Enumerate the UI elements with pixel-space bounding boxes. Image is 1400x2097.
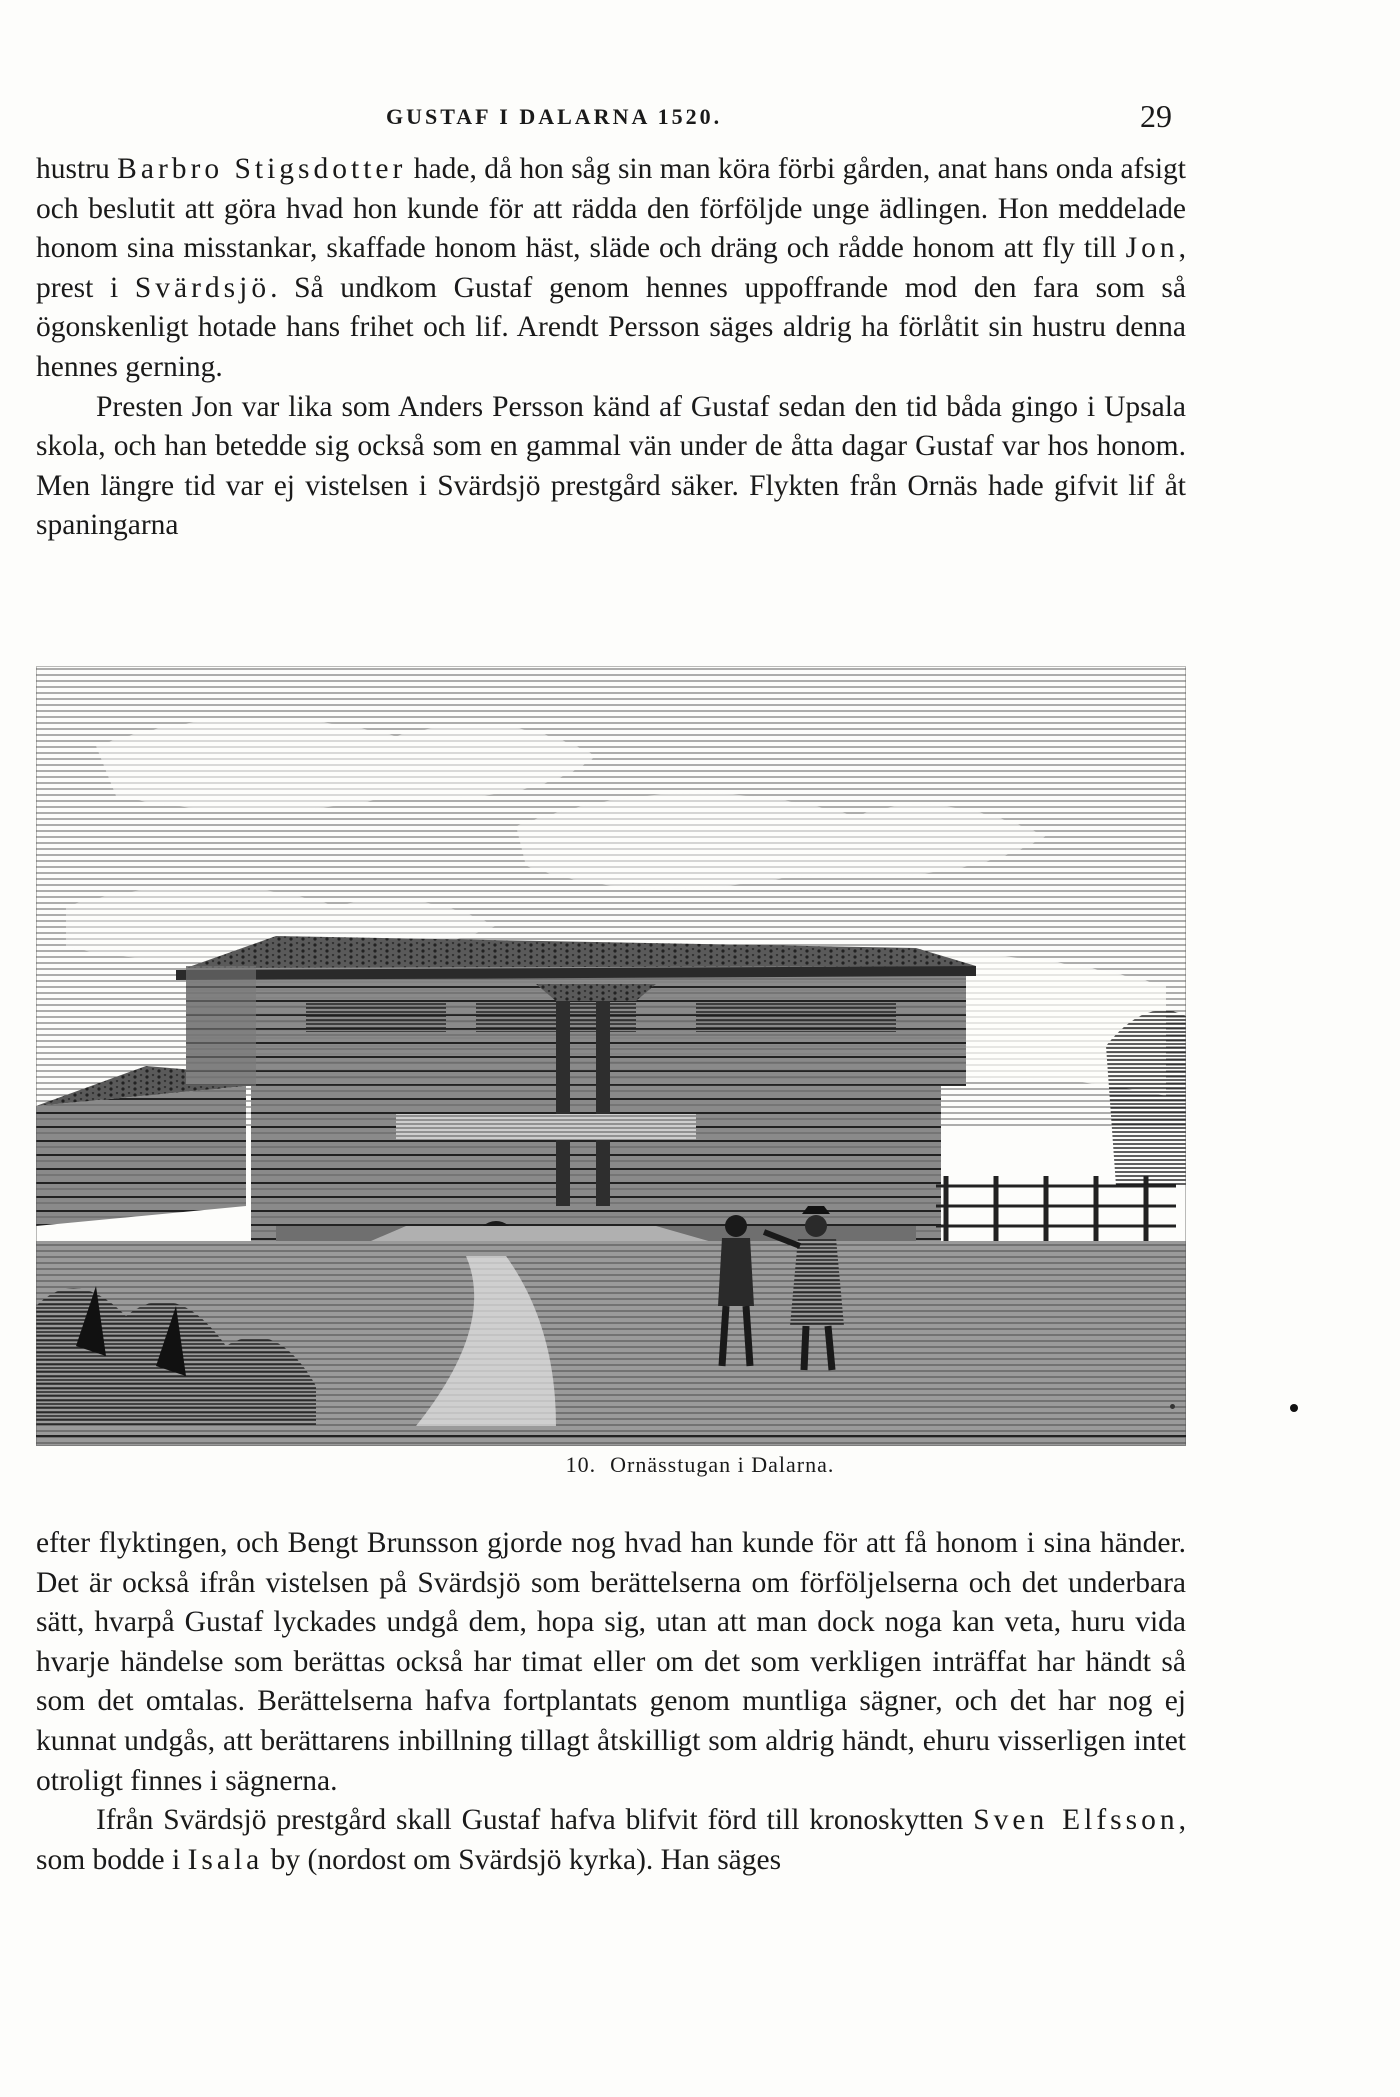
running-title: GUSTAF I DALARNA 1520. [386, 104, 723, 129]
person-name: Jon [1125, 232, 1179, 265]
paragraph [36, 1801, 1186, 1880]
paragraph [36, 150, 1186, 388]
bottom-text-block [36, 1524, 1186, 1880]
place-name: Svärdsjö [134, 271, 271, 304]
engraving-of-farmhouse [36, 666, 1186, 1446]
engraving-illustration [36, 666, 1186, 1446]
paragraph: efter flyktingen, och Bengt Brunsson gjorde nog hvad han kunde för att få honom i sina händer. Det är också ifrån vistelsen på Svärdsjö som berättelserna om förföljelserna och det underbara sätt, hvarpå Gustaf lyckades undgå dem, hopa sig, utan att man dock noga kan veta, huru vida hvarje händelse som berättas också har timat eller om det som verkligen inträffat har händt så som det omtalas. Berättelserna hafva fortplantats genom muntliga sägner, och det har nog ej kunnat undgås, att berättarens inbillning tillagt åtskilligt som aldrig händt, ehuru visserligen intet otroligt finnes i sägnerna. [36, 1527, 1186, 1797]
person-name: Barbro Stigsdotter [117, 153, 407, 185]
text-run: hustru [36, 153, 118, 185]
text-run: hade, då hon såg sin man köra förbi gården, anat hans onda afsigt och beslutit att göra hvad hon kunde för att rädda den förföljde unge ädlingen. Hon meddelade honom sina misstankar, skaffade honom häst, släde och dräng och rådde honom att fly till [36, 153, 1186, 265]
page-number: 29 [1140, 98, 1172, 134]
text-run: . Så undkom Gustaf genom hennes uppoffrande mod den fara som så ögonskenligt hotade hans frihet och lif. Arendt Persson säges aldrig ha förlåtit sin hustru denna hennes gerning. [36, 271, 1186, 383]
figure-caption [0, 1452, 1400, 1478]
person-name: Sven Elfsson [973, 1804, 1179, 1837]
caption-text: Ornässtugan i Dalarna. [610, 1452, 835, 1477]
ink-speck [1290, 1404, 1298, 1412]
text-run: Ifrån Svärdsjö prestgård skall Gustaf hafva blifvit förd till kronoskytten [96, 1804, 974, 1837]
text-run: , som bodde i [36, 1804, 1187, 1876]
text-run: by (nordost om Svärdsjö kyrka). Han säges [263, 1843, 782, 1876]
place-name: Isala [187, 1843, 264, 1876]
paragraph: Presten Jon var lika som Anders Persson känd af Gustaf sedan den tid båda gingo i Upsala skola, och han betedde sig också som en gammal vän under de åtta dagar Gustaf var hos honom. Men längre tid var ej vistelsen i Svärdsjö prestgård säker. Flykten från Ornäs hade gifvit lif åt spaningarna [36, 390, 1186, 542]
ink-speck [1170, 1404, 1175, 1409]
caption-number: 10. [565, 1452, 597, 1477]
text-run: , prest i [36, 232, 1186, 304]
top-text-block [36, 150, 1186, 546]
